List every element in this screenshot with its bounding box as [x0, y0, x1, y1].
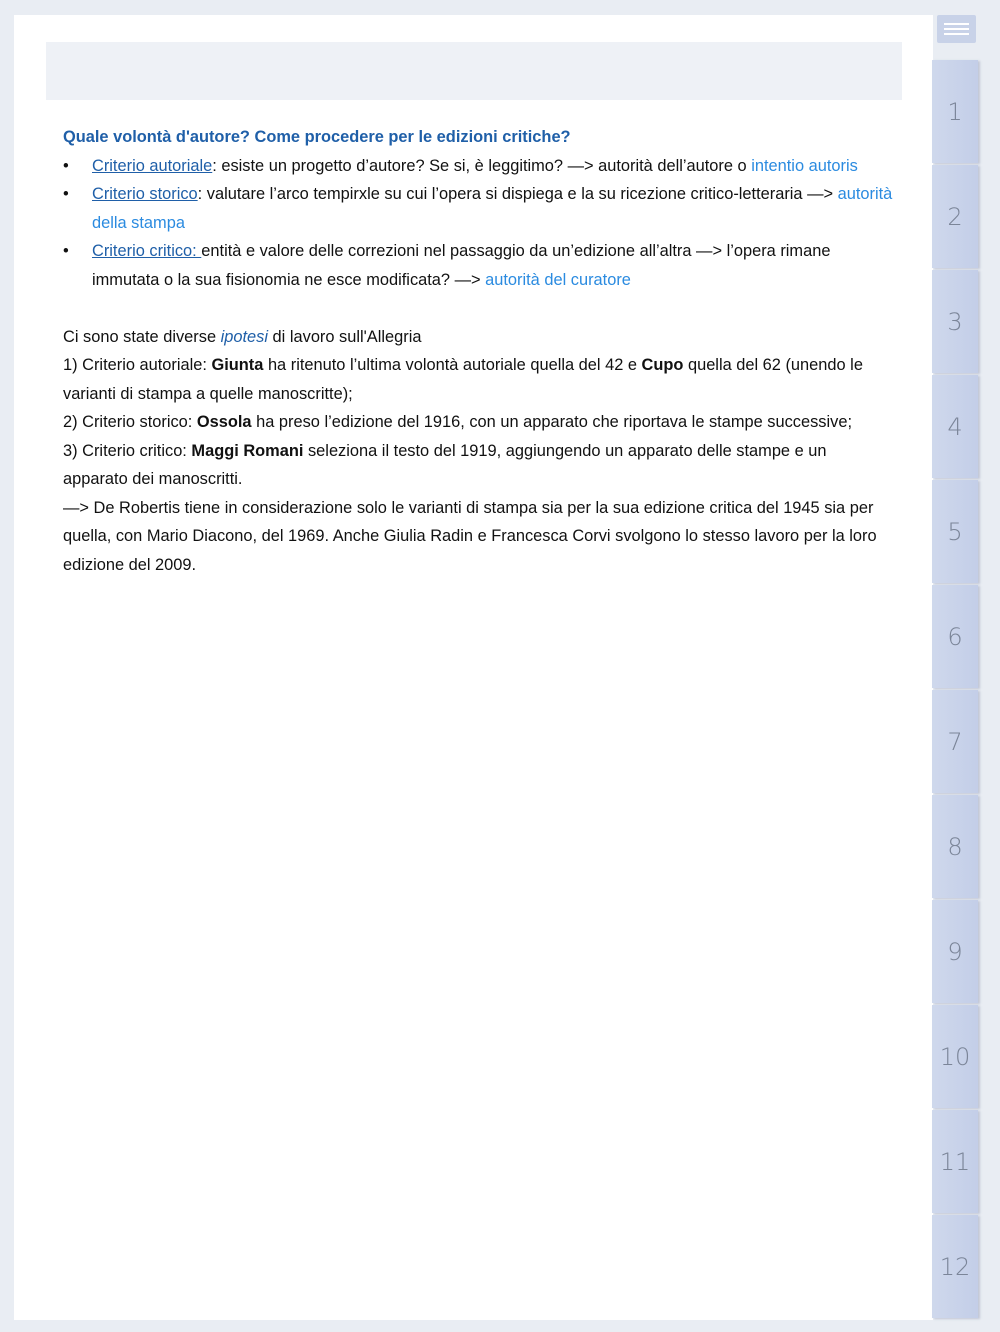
criterio-autoriale-link[interactable]: Criterio autoriale — [92, 156, 213, 175]
criterion-text: : valutare l’arco tempirxle su cui l’opera si dispiega e la su ricezione critico-letteraria —> — [197, 185, 838, 203]
tab-page-8[interactable]: 8 — [932, 795, 978, 898]
tab-page-6[interactable]: 6 — [932, 585, 978, 688]
criterio-storico-link[interactable]: Criterio storico — [92, 185, 198, 203]
tab-page-2[interactable]: 2 — [932, 165, 978, 268]
criterion-text: entità e valore delle correzioni nel passaggio da un’edizione all’altra —> l’opera rimane immutata o la sua fisionomia ne esce modificata? —> — [92, 242, 831, 289]
tab-page-12[interactable]: 12 — [932, 1215, 978, 1318]
criterion-accent: autorità del curatore — [485, 270, 631, 289]
section-heading: Quale volontà d'autore? Come procedere per le edizioni critiche? — [63, 128, 571, 146]
criterion-accent: autorità della stampa — [92, 185, 893, 232]
criterio-critico-link[interactable]: Criterio critico: — [92, 242, 202, 260]
hypotheses-intro: Ci sono state diverse ipotesi di lavoro sull'Allegria — [63, 327, 422, 346]
tab-page-7[interactable]: 7 — [932, 690, 978, 793]
ipotesi-term: ipotesi — [220, 327, 268, 346]
page-tabs — [932, 60, 978, 1320]
bullet-mark: • — [63, 242, 69, 260]
list-item — [63, 152, 893, 181]
hypothesis-item-1: 1) Criterio autoriale: Giunta ha ritenuto l’ultima volontà autoriale quella del 42 e Cupo quella del 62 (unendo le varianti di stampa a quelle manoscritte); — [63, 356, 863, 403]
tab-page-11[interactable]: 11 — [932, 1110, 978, 1213]
hamburger-menu-icon[interactable] — [937, 15, 976, 43]
hypothesis-item-2: 2) Criterio storico: Ossola ha preso l’edizione del 1916, con un apparato che riportava le stampe successive; — [63, 413, 853, 431]
tab-page-10[interactable]: 10 — [932, 1005, 978, 1108]
document-page — [14, 15, 933, 1320]
tab-page-5[interactable]: 5 — [932, 480, 978, 583]
tab-page-9[interactable]: 9 — [932, 900, 978, 1003]
hypothesis-item-3: 3) Criterio critico: Maggi Romani seleziona il testo del 1919, aggiungendo un apparato delle stampe e un apparato dei manoscritti. — [63, 441, 827, 488]
tab-page-4[interactable]: 4 — [932, 375, 978, 478]
bullet-mark: • — [63, 185, 69, 203]
tab-page-3[interactable]: 3 — [932, 270, 978, 373]
list-item — [63, 237, 893, 294]
hypotheses-section — [63, 323, 893, 580]
bullet-mark: • — [63, 156, 69, 175]
tab-page-1[interactable]: 1 — [932, 60, 978, 163]
page-header-band — [46, 42, 902, 100]
page-content — [63, 123, 893, 579]
criteria-list — [63, 152, 893, 295]
criterion-text: : esiste un progetto d’autore? Se si, è leggitimo? —> autorità dell’autore o — [212, 156, 752, 175]
conclusion-paragraph: —> De Robertis tiene in considerazione solo le varianti di stampa sia per la sua edizione critica del 1945 sia per quella, con Mario Diacono, del 1969. Anche Giulia Radin e Francesca Corvi svolgono lo stesso lavoro per la loro edizione del 2009. — [63, 498, 877, 574]
criterion-accent: intentio autoris — [751, 156, 858, 175]
list-item — [63, 180, 893, 237]
